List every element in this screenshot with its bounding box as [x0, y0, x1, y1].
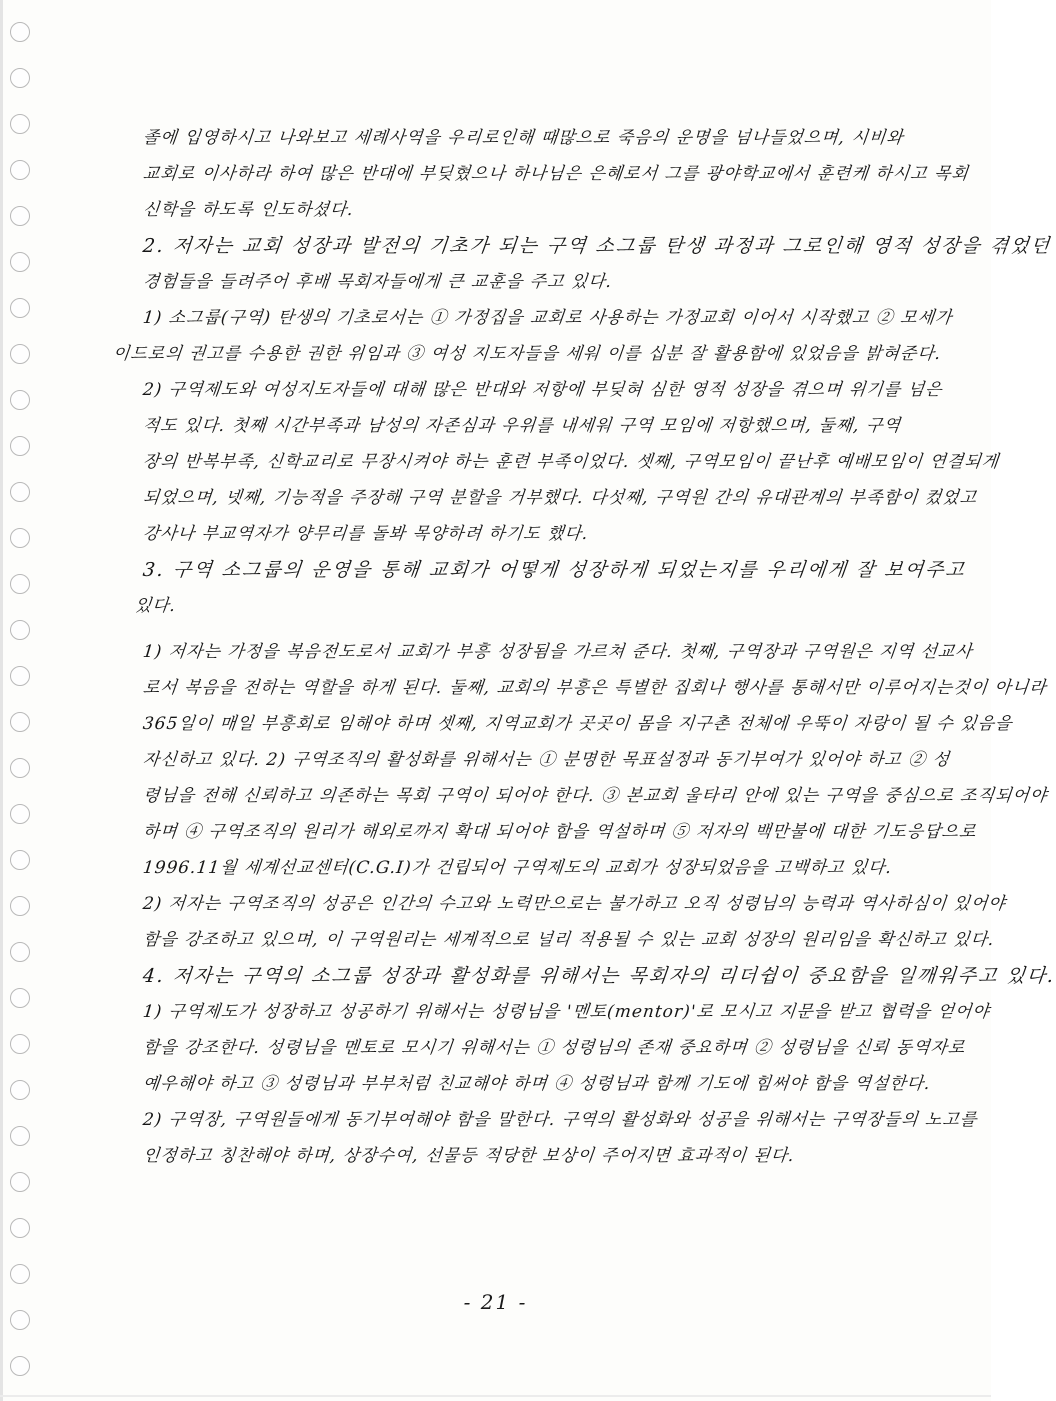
binder-hole-icon	[10, 298, 30, 318]
text-line: 강사나 부교역자가 양무리를 돌봐 목양하려 하기도 했다.	[141, 524, 590, 544]
binder-hole-icon	[10, 1172, 30, 1192]
binder-hole-icon	[10, 206, 30, 226]
binder-hole-icon	[10, 68, 30, 88]
text-line: 함을 강조하고 있으며, 이 구역원리는 세계적으로 널리 적용될 수 있는 교회 성장의 원리임을 확신하고 있다.	[141, 930, 996, 950]
binder-hole-icon	[10, 252, 30, 272]
text-line: 신학을 하도록 인도하셨다.	[141, 200, 355, 220]
page-number: - 21 -	[463, 1290, 528, 1314]
text-line: 령님을 전해 신뢰하고 의존하는 목회 구역이 되어야 한다. ③ 본교회 울타리 안에 있는 구역을 중심으로 조직되어야	[141, 786, 1049, 806]
handwritten-text-body	[111, 128, 1056, 1182]
text-line: 교회로 이사하라 하여 많은 반대에 부딪혔으나 하나님은 은혜로서 그를 광야학교에서 훈련케 하시고 목회	[141, 164, 970, 184]
text-line: 1) 저자는 가정을 복음전도로서 교회가 부흥 성장됨을 가르쳐 준다. 첫째, 구역장과 구역원은 지역 선교사	[141, 642, 974, 662]
binder-hole-icon	[10, 758, 30, 778]
page-bottom-edge	[0, 1395, 991, 1397]
text-line: 이드로의 권고를 수용한 권한 위임과 ③ 여성 지도자들을 세워 이를 십분 잘 활용함에 있었음을 밝혀준다.	[111, 344, 943, 364]
text-line: 1996.11월 세계선교센터(C.G.I)가 건립되어 구역제도의 교회가 성장되었음을 고백하고 있다.	[141, 858, 894, 878]
text-line: 장의 반복부족, 신학교리로 무장시켜야 하는 훈련 부족이었다. 셋째, 구역모임이 끝난후 예배모임이 연결되게	[141, 452, 1001, 472]
binder-hole-icon	[10, 620, 30, 640]
binder-hole-icon	[10, 896, 30, 916]
text-line: 1) 소그룹(구역) 탄생의 기초로서는 ① 가정집을 교회로 사용하는 가정교회 이어서 시작했고 ② 모세가	[141, 308, 954, 328]
text-line: 예우해야 하고 ③ 성령님과 부부처럼 친교해야 하며 ④ 성령님과 함께 기도에 힘써야 함을 역설한다.	[141, 1074, 932, 1094]
binder-hole-icon	[10, 160, 30, 180]
binder-hole-icon	[10, 1264, 30, 1284]
text-line: 경험들을 들려주어 후배 목회자들에게 큰 교훈을 주고 있다.	[141, 272, 614, 292]
binder-hole-icon	[10, 344, 30, 364]
binder-hole-icon	[10, 574, 30, 594]
binder-hole-icon	[10, 1126, 30, 1146]
text-line: 적도 있다. 첫째 시간부족과 남성의 자존심과 우위를 내세워 구역 모임에 저항했으며, 둘째, 구역	[141, 416, 902, 436]
binder-hole-icon	[10, 942, 30, 962]
section-heading-4: 4. 저자는 구역의 소그룹 성장과 활성화를 위해서는 목회자의 리더쉽이 중요함을 일깨워주고 있다.	[141, 965, 1056, 987]
text-line: 365일이 매일 부흥회로 임해야 하며 셋째, 지역교회가 곳곳이 몸을 지구촌 전체에 우뚝이 자랑이 될 수 있음을	[141, 714, 1014, 734]
binder-hole-icon	[10, 1356, 30, 1376]
text-line: 되었으며, 넷째, 기능적을 주장해 구역 분할을 거부했다. 다섯째, 구역원 간의 유대관계의 부족함이 컸었고	[141, 488, 979, 508]
text-line: 2) 저자는 구역조직의 성공은 인간의 수고와 노력만으로는 불가하고 오직 성령님의 능력과 역사하심이 있어야	[141, 894, 1007, 914]
binder-hole-icon	[10, 712, 30, 732]
section-heading-3: 3. 구역 소그룹의 운영을 통해 교회가 어떻게 성장하게 되었는지를 우리에게 잘 보여주고	[141, 559, 967, 581]
binder-holes	[10, 22, 34, 1362]
binder-hole-icon	[10, 22, 30, 42]
binder-hole-icon	[10, 1080, 30, 1100]
binder-hole-icon	[10, 850, 30, 870]
binder-hole-icon	[10, 988, 30, 1008]
text-line: 하며 ④ 구역조직의 원리가 해외로까지 확대 되어야 함을 역설하며 ⑤ 저자의 백만불에 대한 기도응답으로	[141, 822, 978, 842]
binder-hole-icon	[10, 1218, 30, 1238]
page-left-edge	[0, 0, 3, 1401]
binder-hole-icon	[10, 436, 30, 456]
binder-hole-icon	[10, 528, 30, 548]
binder-hole-icon	[10, 1034, 30, 1054]
binder-hole-icon	[10, 390, 30, 410]
text-line: 2) 구역장, 구역원들에게 동기부여해야 함을 말한다. 구역의 활성화와 성공을 위해서는 구역장들의 노고를	[141, 1110, 979, 1130]
text-line: 함을 강조한다. 성령님을 멘토로 모시기 위해서는 ① 성령님의 존재 중요하며 ② 성령님을 신뢰 동역자로	[141, 1038, 967, 1058]
text-line: 졸에 입영하시고 나와보고 세례사역을 우리로인해 때많으로 죽음의 운명을 넘나들었으며, 시비와	[141, 128, 905, 148]
text-line: 있다.	[133, 596, 178, 616]
text-line: 2) 구역제도와 여성지도자들에 대해 많은 반대와 저항에 부딪혀 심한 영적 성장을 겪으며 위기를 넘은	[141, 380, 944, 400]
text-line: 1) 구역제도가 성장하고 성공하기 위해서는 성령님을 '멘토(mentor)'로 모시고 지문을 받고 협력을 얻어야	[141, 1002, 991, 1022]
section-heading-2: 2. 저자는 교회 성장과 발전의 기초가 되는 구역 소그룹 탄생 과정과 그로인해 영적 성장을 겪었던	[141, 235, 1053, 257]
binder-hole-icon	[10, 804, 30, 824]
binder-hole-icon	[10, 666, 30, 686]
text-line: 인정하고 칭찬해야 하며, 상장수여, 선물등 적당한 보상이 주어지면 효과적이 된다.	[141, 1146, 796, 1166]
binder-hole-icon	[10, 114, 30, 134]
text-line: 로서 복음을 전하는 역할을 하게 된다. 둘째, 교회의 부흥은 특별한 집회나 행사를 통해서만 이루어지는것이 아니라	[141, 678, 1048, 698]
binder-hole-icon	[10, 482, 30, 502]
text-line: 자신하고 있다. 2) 구역조직의 활성화를 위해서는 ① 분명한 목표설정과 동기부여가 있어야 하고 ② 성	[141, 750, 952, 770]
